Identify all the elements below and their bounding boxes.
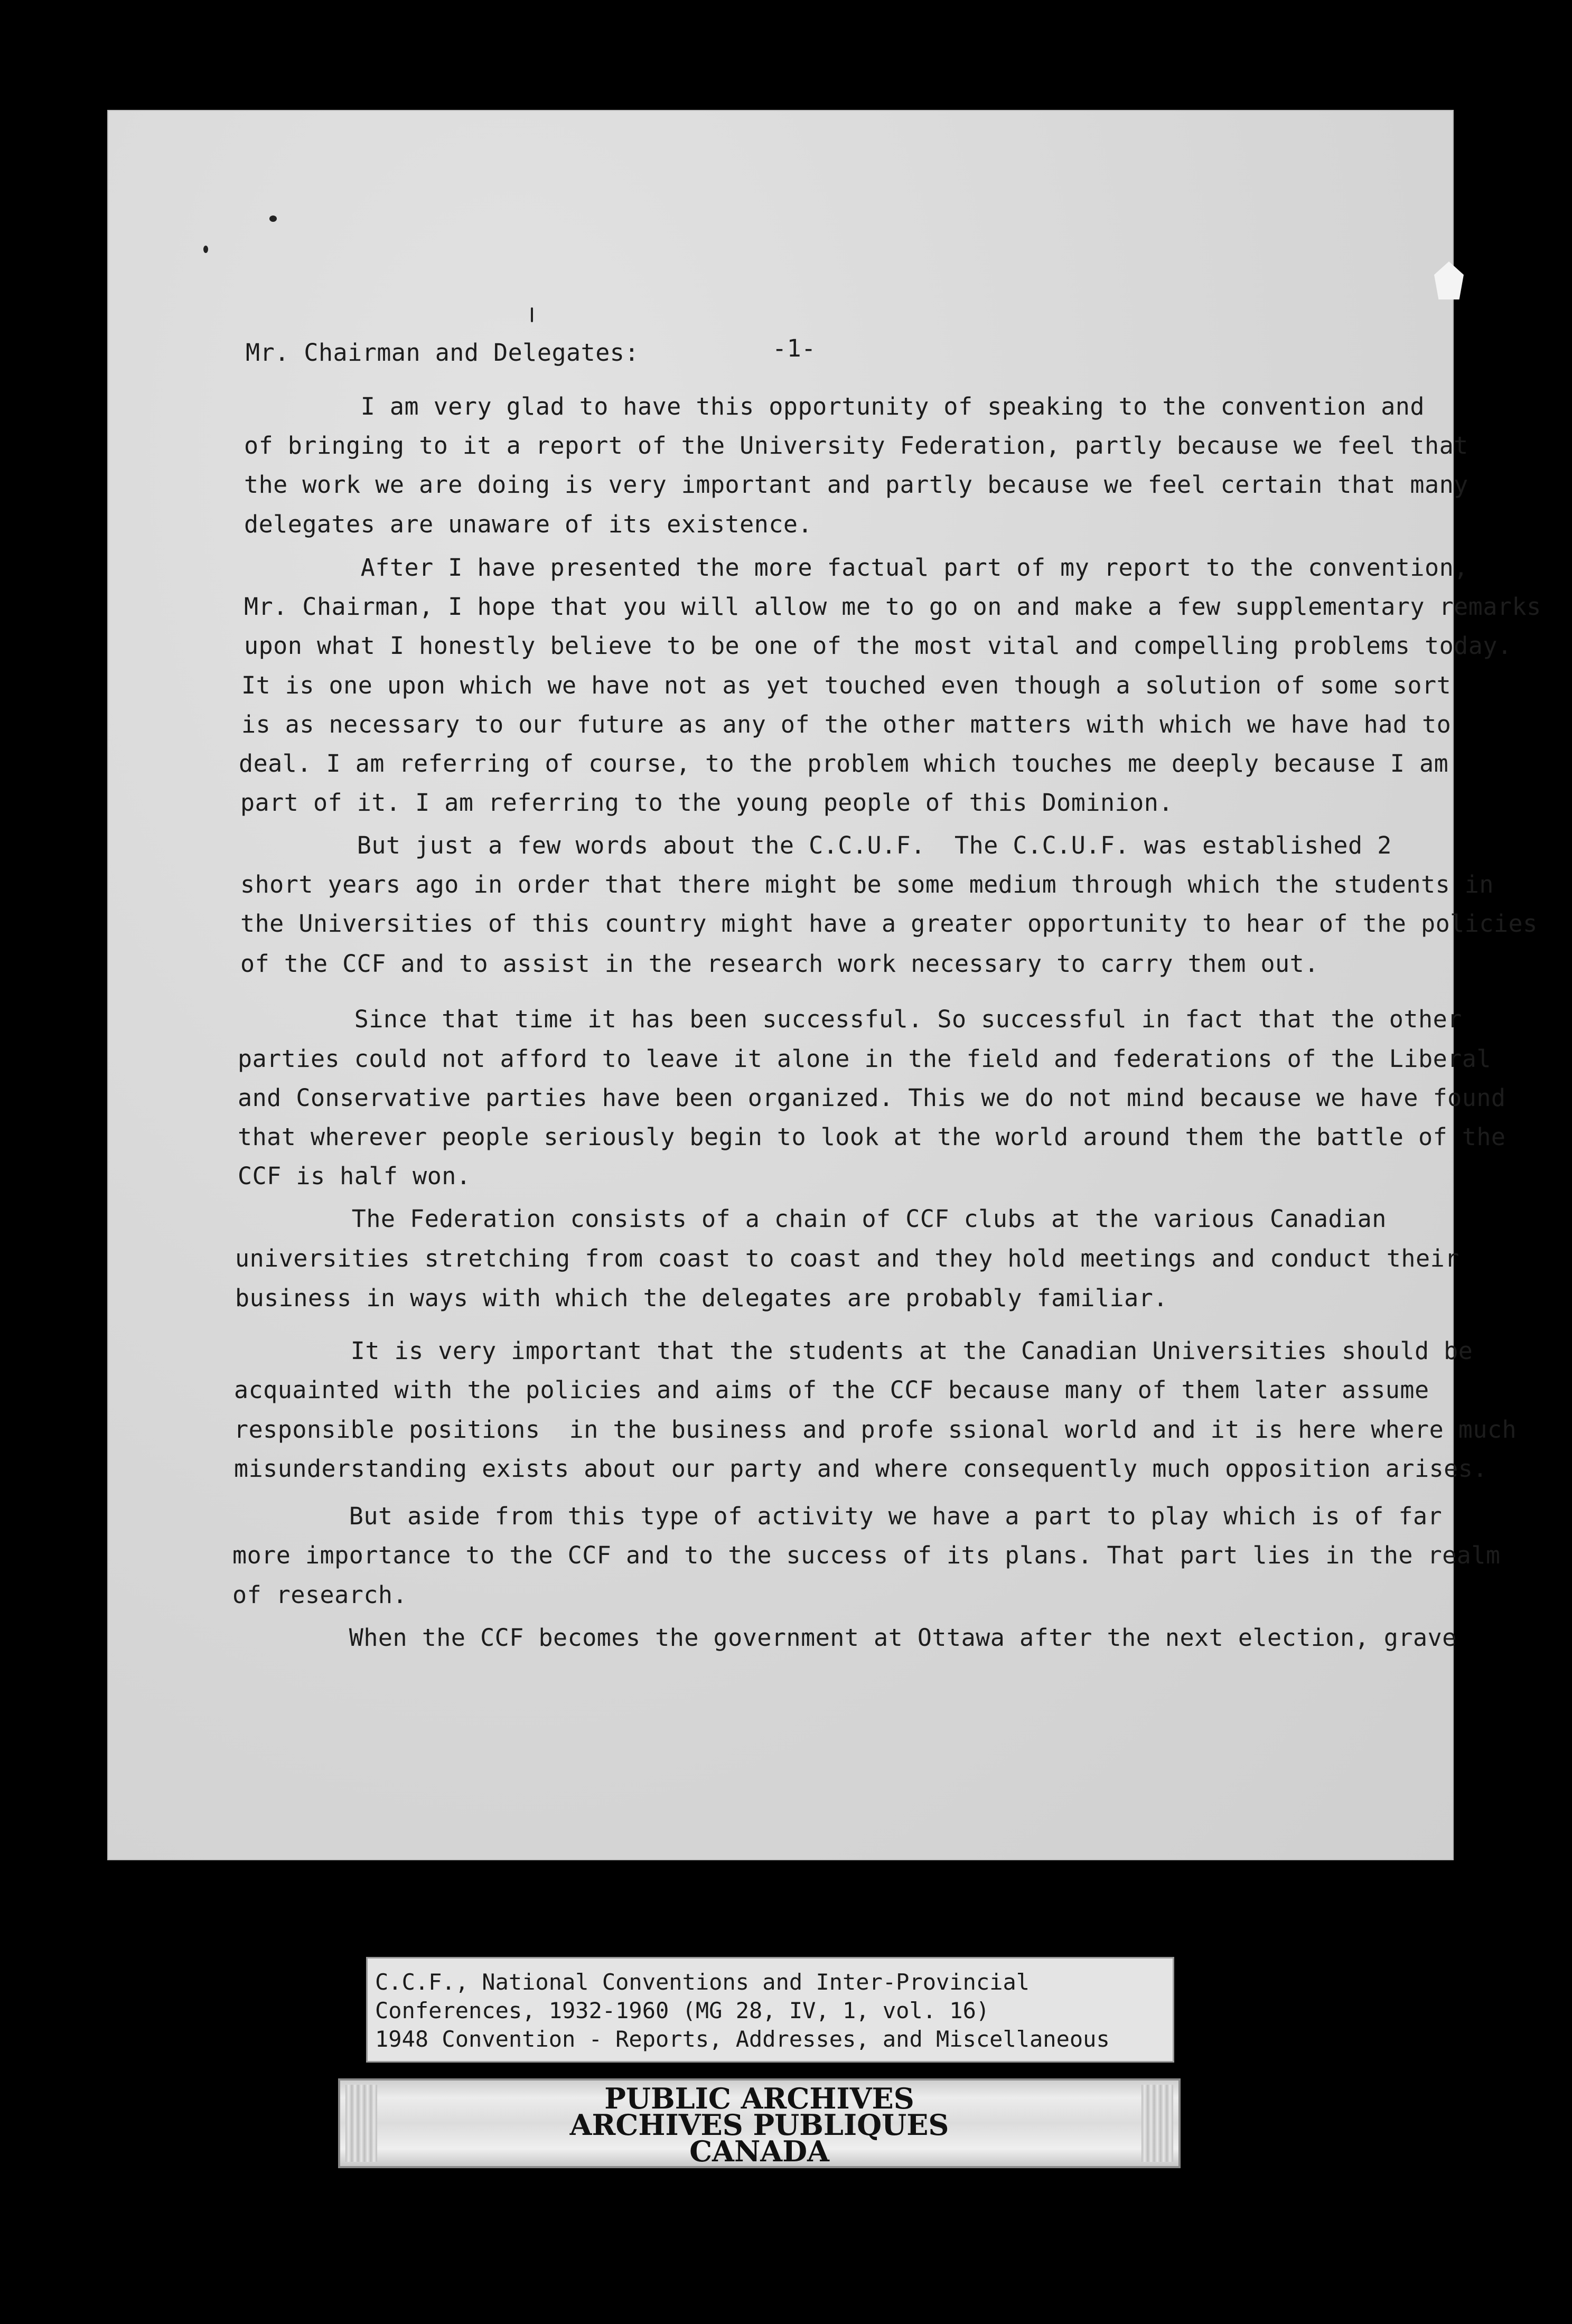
body-text-line: the work we are doing is very important and partly because we feel certain that many xyxy=(244,471,1468,499)
body-text-line: acquainted with the policies and aims of the CCF because many of them later assume xyxy=(234,1376,1429,1404)
body-text-line: But aside from this type of activity we have a part to play which is of far xyxy=(232,1502,1443,1530)
body-text-line: the Universities of this country might have a greater opportunity to hear of the policies xyxy=(240,910,1538,938)
body-text-line: more importance to the CCF and to the success of its plans. That part lies in the realm xyxy=(232,1541,1501,1569)
body-text-line: responsible positions in the business and profe ssional world and it is here where much xyxy=(234,1416,1517,1444)
body-text-line: CCF is half won. xyxy=(238,1162,471,1190)
body-text-line: delegates are unaware of its existence. xyxy=(244,510,813,538)
body-text-line: parties could not afford to leave it alone in the field and federations of the Liberal xyxy=(238,1045,1491,1073)
body-text-line: business in ways with which the delegates are probably familiar. xyxy=(235,1284,1168,1312)
body-text-line: Since that time it has been successful. So successful in fact that the other xyxy=(238,1005,1462,1033)
body-text-line: misunderstanding exists about our party and where consequently much opposition arises. xyxy=(234,1455,1487,1483)
page-number: -1- xyxy=(772,334,816,362)
body-text-line: part of it. I am referring to the young people of this Dominion. xyxy=(240,789,1173,817)
archive-label-line: Conferences, 1932-1960 (MG 28, IV, 1, vol. 16) xyxy=(375,1998,990,2023)
body-text-line: of research. xyxy=(232,1581,408,1609)
body-text-line: universities stretching from coast to coast and they hold meetings and conduct their xyxy=(235,1244,1459,1272)
body-text-line: of bringing to it a report of the University Federation, partly because we feel that xyxy=(244,432,1468,460)
archive-reference-label xyxy=(366,1957,1174,2063)
body-text-line: It is very important that the students at the Canadian Universities should be xyxy=(234,1337,1473,1365)
ink-speck xyxy=(531,307,533,322)
archive-label-line: 1948 Convention - Reports, Addresses, and Miscellaneous xyxy=(375,2026,1110,2052)
paper-tear-mark xyxy=(1434,261,1464,299)
body-text-line: When the CCF becomes the government at Ottawa after the next election, grave xyxy=(232,1624,1457,1652)
body-text-line: It is one upon which we have not as yet touched even though a solution of some sort xyxy=(241,671,1452,699)
ink-speck xyxy=(203,246,208,253)
ink-speck xyxy=(269,215,277,222)
body-text-line: After I have presented the more factual part of my report to the convention, xyxy=(244,554,1468,582)
body-text-line: I am very glad to have this opportunity of speaking to the convention and xyxy=(244,392,1425,420)
archive-stamp-line: CANADA xyxy=(689,2134,829,2168)
body-text-line: of the CCF and to assist in the research work necessary to carry them out. xyxy=(240,950,1319,978)
body-text-line: upon what I honestly believe to be one of the most vital and compelling problems today. xyxy=(244,632,1512,660)
salutation: Mr. Chairman and Delegates: xyxy=(246,339,639,367)
public-archives-stamp xyxy=(338,2078,1181,2168)
body-text-line: deal. I am referring of course, to the problem which touches me deeply because I am xyxy=(239,749,1449,777)
archive-stamp-line: PUBLIC ARCHIVES xyxy=(604,2082,914,2115)
body-text-line: short years ago in order that there might be some medium through which the students in xyxy=(240,870,1494,898)
body-text-line: The Federation consists of a chain of CCF clubs at the various Canadian xyxy=(235,1205,1387,1233)
body-text-line: and Conservative parties have been organized. This we do not mind because we have found xyxy=(238,1084,1506,1112)
body-text-line: But just a few words about the C.C.U.F. The C.C.U.F. was established 2 xyxy=(240,831,1392,859)
body-text-line: that wherever people seriously begin to look at the world around them the battle of the xyxy=(238,1123,1506,1151)
body-text-line: is as necessary to our future as any of the other matters with which we have had to xyxy=(241,710,1452,738)
body-text-line: Mr. Chairman, I hope that you will allow me to go on and make a few supplementary remarks xyxy=(244,593,1541,621)
archive-stamp-line: ARCHIVES PUBLIQUES xyxy=(569,2108,949,2142)
archive-label-line: C.C.F., National Conventions and Inter-Provincial xyxy=(375,1969,1030,1995)
